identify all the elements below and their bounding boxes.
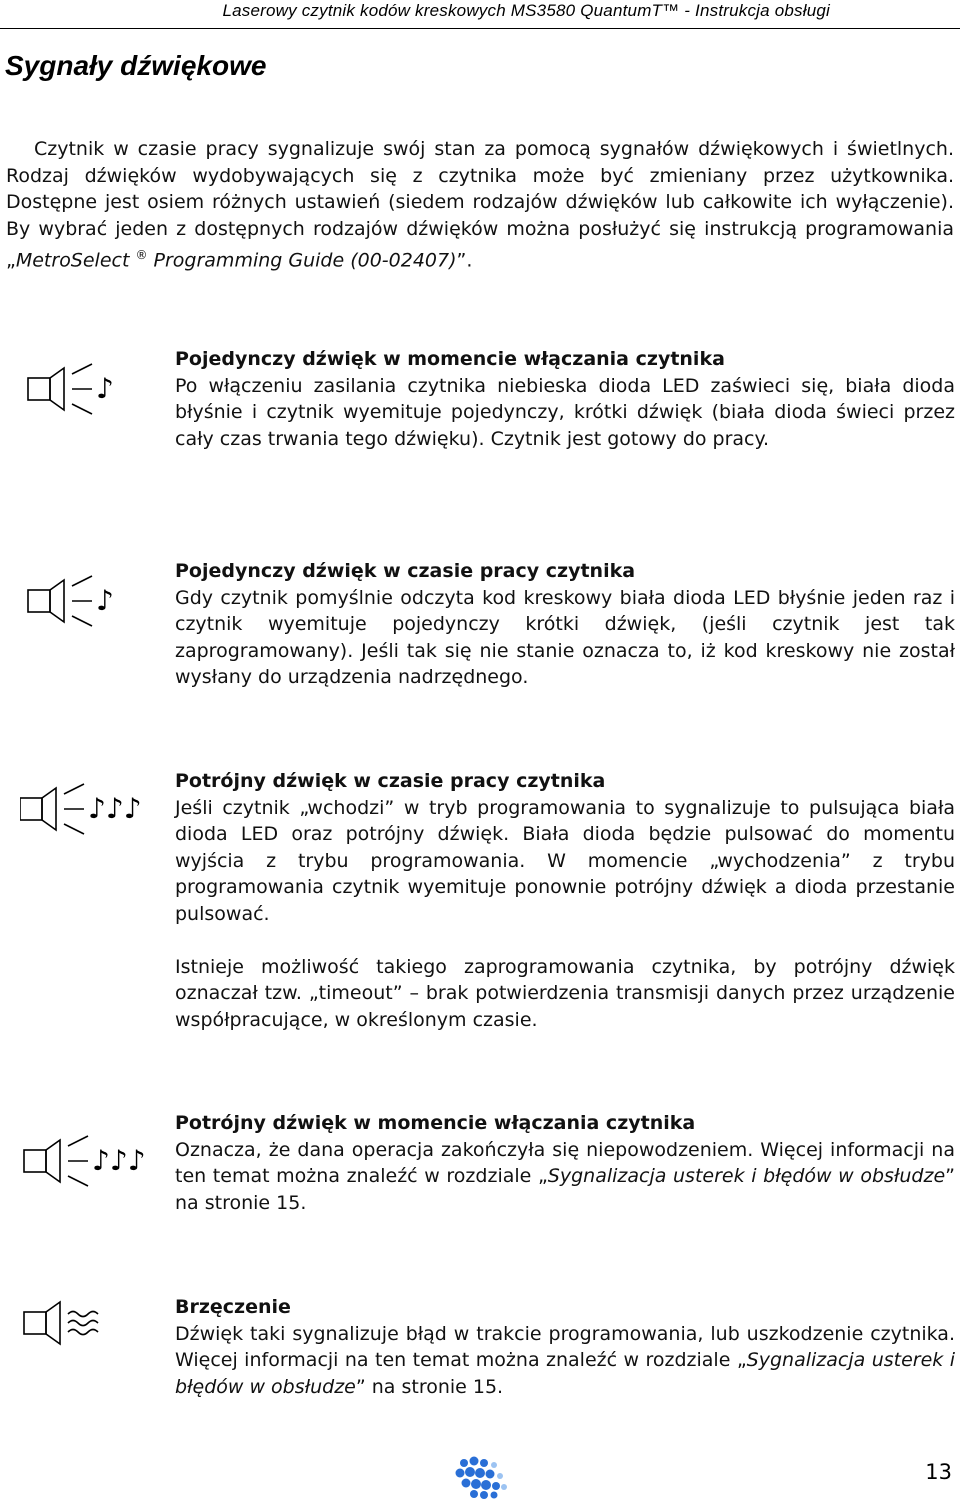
section-body: Jeśli czytnik „wchodzi” w tryb programowania to sygnalizuje to pulsująca biała dioda LED oraz potrójny dźwięk. Biała dioda będzie pulsować do momentu wyjścia z trybu programowania. W momencie „wychodzenia” z trybu programowania czytnik wyemituje ponownie potrójny dźwięk a dioda przestanie pulsować. <box>175 796 955 925</box>
body-text: Oznacza, że dana operacja zakończyła się niepowodzeniem. Więcej informacji na ten temat można znaleźć w rozdziale „ <box>175 1138 955 1187</box>
buzz-icon <box>20 1294 160 1354</box>
metroselect-name: MetroSelect <box>15 249 130 272</box>
section-text <box>175 768 955 1033</box>
section-body: Gdy czytnik pomyślnie odczyta kod kreskowy biała dioda LED błyśnie jeden raz i czytnik wyemituje pojedynczy krótki dźwięk, (jeśli czytnik jest tak zaprogramowany). Jeśli tak się nie stanie oznacza to, iż kod kreskowy nie został wysłany do urządzenia nadrzędnego. <box>175 586 955 688</box>
section-heading: Pojedynczy dźwięk w momencie włączania czytnika <box>175 348 725 370</box>
svg-text:♪♪♪: ♪♪♪ <box>92 1144 146 1177</box>
chapter-reference: Sygnalizacja usterek i błędów w obsłudze <box>175 1349 955 1398</box>
section-body <box>175 1321 955 1401</box>
triple-beep-icon <box>20 1132 160 1192</box>
header-text: Laserowy czytnik kodów kreskowych MS3580 QuantumT™ - Instrukcja obsługi <box>222 1 830 20</box>
section-heading: Potrójny dźwięk w momencie włączania czytnika <box>175 1112 696 1134</box>
section-text <box>175 1110 955 1216</box>
page-header <box>0 0 960 29</box>
section-heading: Potrójny dźwięk w czasie pracy czytnika <box>175 770 606 792</box>
section-body: Po włączeniu zasilania czytnika niebieska dioda LED zaświeci się, biała dioda błyśnie i czytnik wyemituje pojedynczy, krótki dźwięk (biała dioda świeci przez cały czas trwania tego dźwięku). Czytnik jest gotowy do pracy. <box>175 374 955 450</box>
svg-text:♪♪♪: ♪♪♪ <box>88 792 142 825</box>
svg-text:♪: ♪ <box>96 372 114 405</box>
section-text <box>175 558 955 691</box>
guide-name: Programming Guide (00-02407) <box>147 249 457 272</box>
chapter-reference: Sygnalizacja usterek i błędów w obsłudze <box>547 1165 946 1187</box>
svg-text:♪: ♪ <box>96 584 114 617</box>
section-body <box>175 1137 955 1217</box>
section-heading: Brzęczenie <box>175 1296 291 1318</box>
section-extra-paragraph: Istnieje możliwość takiego zaprogramowania czytnika, by potrójny dźwięk oznaczał tzw. „timeout” – brak potwierdzenia transmisji danych przez urządzenie współpracujące, w określonym czasie. <box>175 955 955 1031</box>
single-beep-icon <box>20 360 160 420</box>
section-text <box>175 346 955 452</box>
page-title: Sygnały dźwiękowe <box>5 50 267 81</box>
triple-beep-icon <box>20 780 160 840</box>
body-text-end: ” na stronie 15. <box>355 1375 504 1398</box>
single-beep-icon <box>20 572 160 632</box>
intro-paragraph <box>6 136 954 274</box>
page-number: 13 <box>925 1460 952 1484</box>
body-text: Dźwięk taki sygnalizuje błąd w trakcie programowania, lub uszkodzenie czytnika. Więcej informacji na ten temat można znaleźć w rozdziale „ <box>175 1322 955 1371</box>
section-heading: Pojedynczy dźwięk w czasie pracy czytnika <box>175 560 636 582</box>
registered-mark: ® <box>135 248 148 262</box>
body-text-end: ” na stronie 15. <box>175 1165 955 1214</box>
metrologic-logo-icon <box>452 1455 512 1499</box>
intro-end: ”. <box>456 249 473 272</box>
section-text <box>175 1294 955 1400</box>
intro-text: Czytnik w czasie pracy sygnalizuje swój stan za pomocą sygnałów dźwiękowych i świetlnych. Rodzaj dźwięków wydobywających się z czytnika może być zmieniany przez użytkownika. Dostępne jest osiem różnych ustawień (siedem rodzajów dźwięków lub całkowite ich wyłączenie). By wybrać jeden z dostępnych rodzajów dźwięków można posłużyć się instrukcją programowania „ <box>6 138 954 272</box>
